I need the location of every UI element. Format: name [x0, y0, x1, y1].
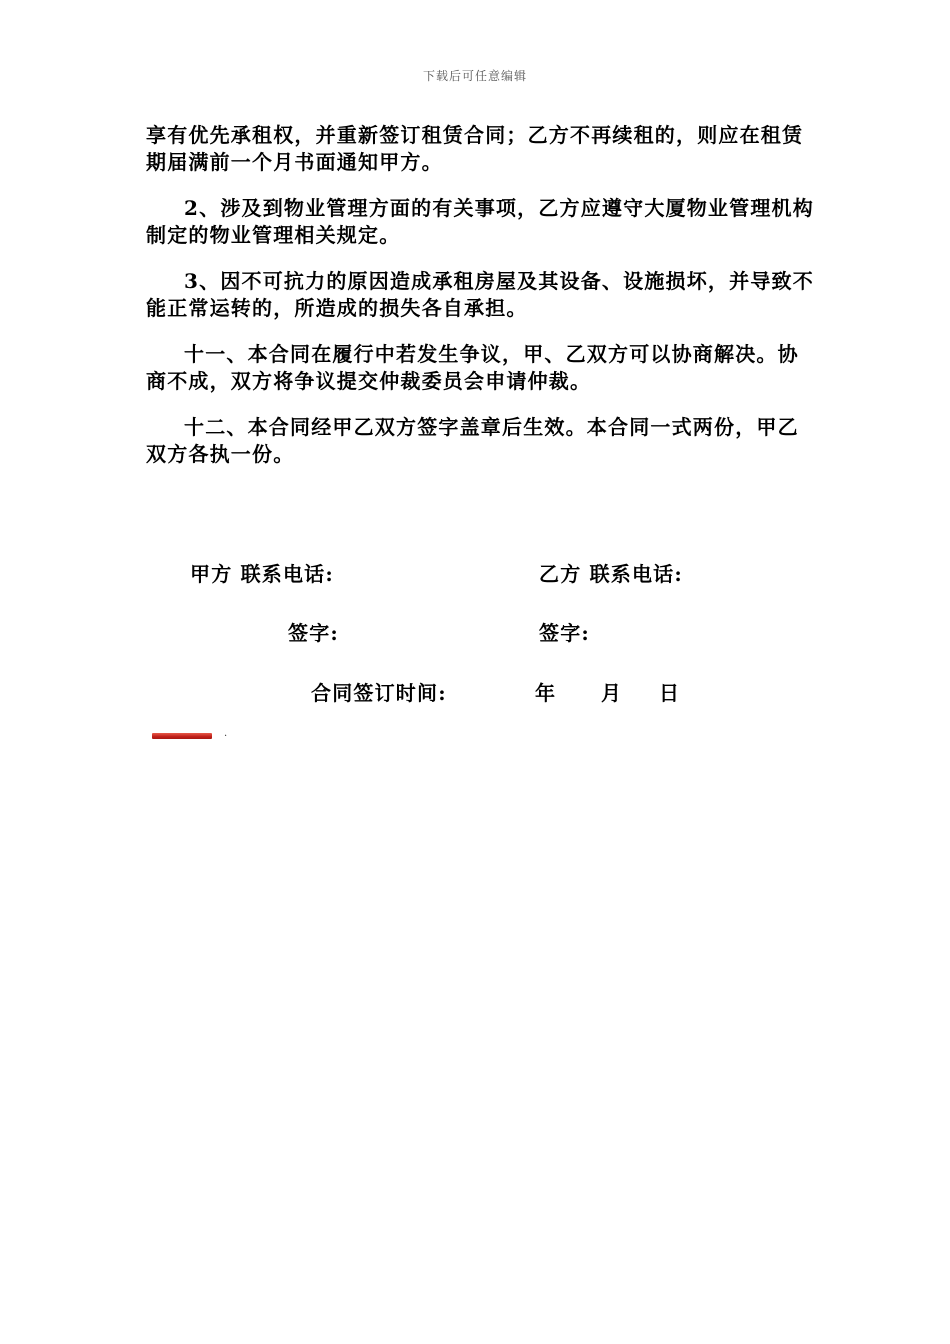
paragraph-property-management: 2、涉及到物业管理方面的有关事项，乙方应遵守大厦物业管理机构制定的物业管理相关规定。 [146, 196, 814, 247]
contract-body [146, 122, 816, 487]
sign-date-year: 年 [535, 681, 557, 705]
paragraph-force-majeure: 3、因不可抗力的原因造成承租房屋及其设备、设施损坏，并导致不能正常运转的，所造成的损失各自承担。 [146, 269, 814, 320]
paragraph-dispute: 十一、本合同在履行中若发生争议，甲、乙双方可以协商解决。协商不成，双方将争议提交仲裁委员会申请仲裁。 [146, 342, 799, 393]
sign-date-day: 日 [659, 681, 681, 705]
red-accent-bar [152, 733, 212, 739]
paragraph-effectiveness: 十二、本合同经甲乙双方签字盖章后生效。本合同一式两份，甲乙双方各执一份。 [146, 415, 799, 466]
footer-dot: . [224, 728, 228, 739]
header-note: 下载后可任意编辑 [422, 69, 527, 83]
party-b-sign-label: 签字: [539, 621, 590, 645]
sign-date-label: 合同签订时间: [311, 681, 447, 705]
party-a-sign-label: 签字: [288, 621, 339, 645]
paragraph-continuation: 享有优先承租权，并重新签订租赁合同；乙方不再续租的，则应在租赁期届满前一个月书面通知甲方。 [146, 123, 804, 174]
party-a-phone-label: 甲方 联系电话: [190, 562, 334, 586]
party-b-phone-label: 乙方 联系电话: [539, 562, 683, 586]
sign-date-month: 月 [601, 681, 623, 705]
